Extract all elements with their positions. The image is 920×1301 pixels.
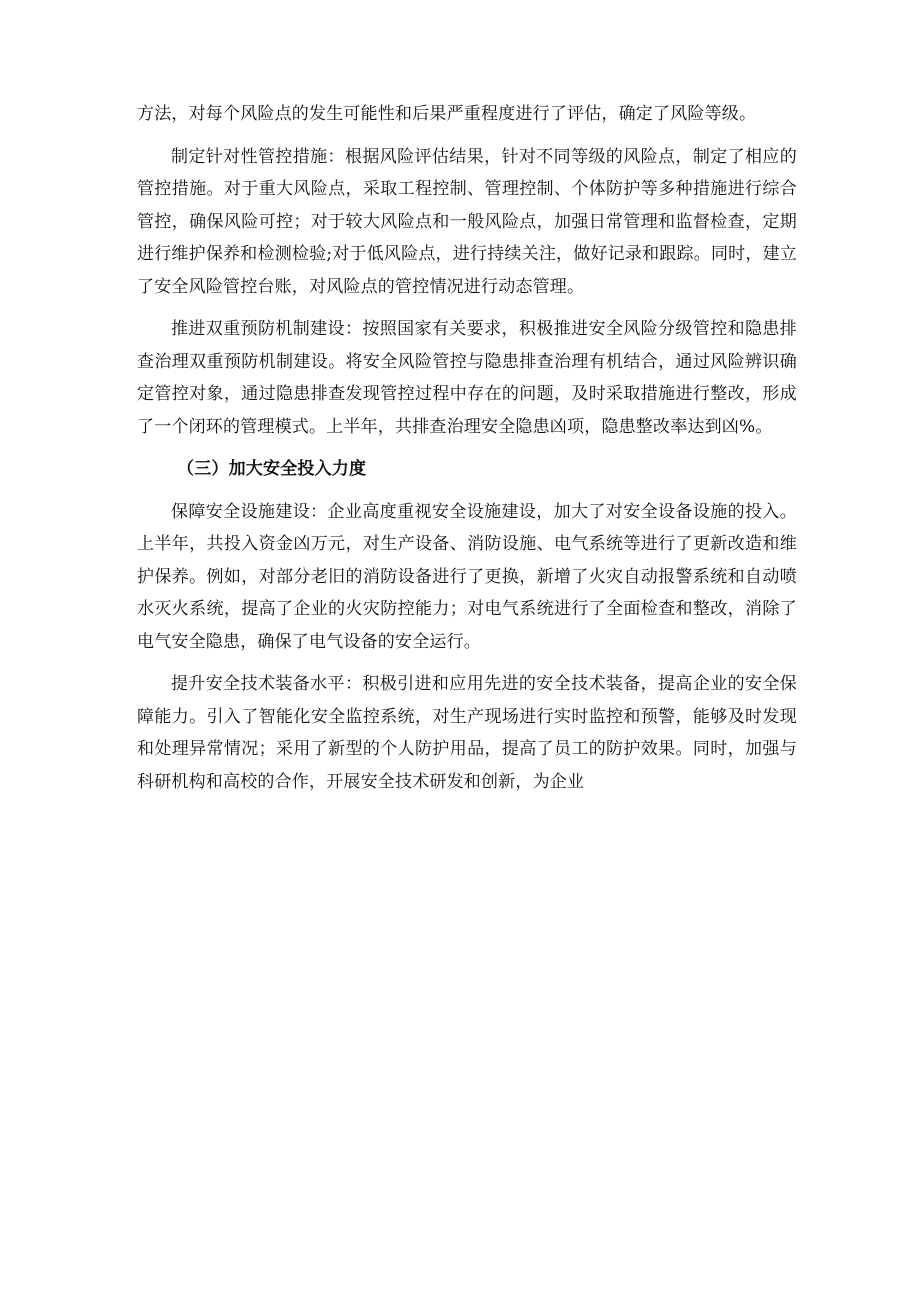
section-heading: （三）加大安全投入力度 xyxy=(177,459,367,479)
paragraph-dual-prevention: 推进双重预防机制建设：按照国家有关要求，积极推进安全风险分级管控和隐患排查治理双重预防机制建设。将安全风险管控与隐患排查治理有机结合，通过风险辨识确定管控对象，通过隐患排查发现管控过程中存在的问题，及时采取措施进行整改，形成了一个闭环的管理模式。上半年，共排查治理安全隐患凶项，隐患整改率达到凶%。 xyxy=(137,319,797,437)
paragraph-control-measures: 制定针对性管控措施：根据风险评估结果，针对不同等级的风险点，制定了相应的管控措施。对于重大风险点，采取工程控制、管理控制、个体防护等多种措施进行综合管控，确保风险可控；对于较大风险点和一般风险点，加强日常管理和监督检查，定期进行维护保养和检测检验;对于低风险点，进行持续关注，做好记录和跟踪。同时，建立了安全风险管控台账，对风险点的管控情况进行动态管理。 xyxy=(137,146,797,297)
paragraph-safety-equipment: 提升安全技术装备水平：积极引进和应用先进的安全技术装备，提高企业的安全保障能力。引入了智能化安全监控系统，对生产现场进行实时监控和预警，能够及时发现和处理异常情况；采用了新型的个人防护用品，提高了员工的防护效果。同时，加强与科研机构和高校的合作，开展安全技术研发和创新，为企业 xyxy=(137,674,797,792)
document-body xyxy=(137,98,797,798)
paragraph-continuation: 方法，对每个风险点的发生可能性和后果严重程度进行了评估，确定了风险等级。 xyxy=(137,104,757,124)
paragraph-safety-facilities: 保障安全设施建设：企业高度重视安全设施建设，加大了对安全设备设施的投入。上半年，共投入资金凶万元，对生产设备、消防设施、电气系统等进行了更新改造和维护保养。例如，对部分老旧的消防设备进行了更换，新增了火灾自动报警系统和自动喷水灭火系统，提高了企业的火灾防控能力；对电气系统进行了全面检查和整改，消除了电气安全隐患，确保了电气设备的安全运行。 xyxy=(137,501,797,652)
